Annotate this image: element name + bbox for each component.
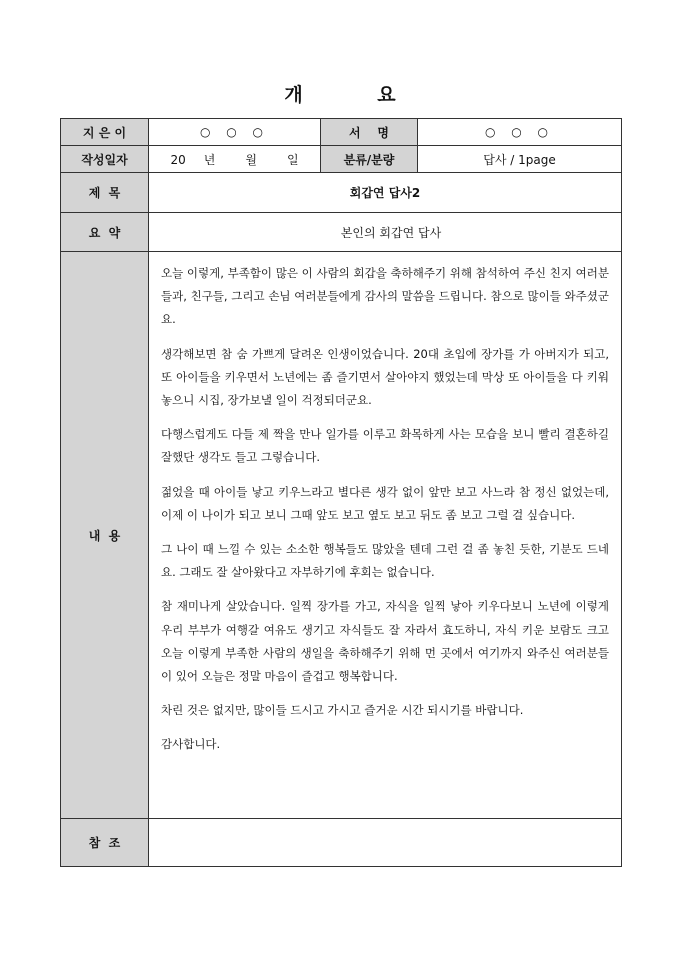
document-form — [60, 118, 622, 867]
content-paragraph: 오늘 이렇게, 부족함이 많은 이 사람의 회갑을 축하해주기 위해 참석하여 주신 친지 여러분들과, 친구들, 그리고 손님 여러분들에게 감사의 말씀을 드립니다. 참으로 많이들 와주셨군요. — [161, 266, 609, 327]
subject-row — [61, 173, 622, 213]
date-month-unit: 월 — [245, 152, 257, 167]
summary-label: 요 약 — [61, 213, 149, 252]
signature-label: 서 명 — [321, 119, 418, 146]
content-paragraph: 젊었을 때 아이들 낳고 키우느라고 별다른 생각 없이 앞만 보고 사느라 참 정신 없었는데, 이제 이 나이가 되고 보니 그때 앞도 보고 옆도 보고 뒤도 좀 보고 그럴 걸 싶습니다. — [161, 484, 609, 522]
date-row — [61, 146, 622, 173]
date-day-unit: 일 — [286, 152, 299, 167]
subject-label: 제 목 — [61, 173, 149, 213]
date-year: 20 — [170, 152, 186, 167]
signature-value: ○ ○ ○ — [418, 119, 622, 146]
content-paragraph: 참 재미나게 살았습니다. 일찍 장가를 가고, 자식을 일찍 낳아 키우다보니 노년에 이렇게 우리 부부가 여행갈 여유도 생기고 자식들도 잘 자라서 효도하니, 자식 키운 보람도 크고 오늘 이렇게 부족한 사람의 생일을 축하해주기 위해 먼 곳에서 여기까지 와주신 여러분들이 있어 오늘은 정말 마음이 즐겁고 행복합니다. — [161, 599, 609, 684]
content-paragraph: 그 나이 때 느낄 수 있는 소소한 행복들도 많았을 텐데 그런 걸 좀 놓친 듯한, 기분도 드네요. 그래도 잘 살아왔다고 자부하기에 후회는 없습니다. — [161, 542, 609, 580]
subject-value: 회갑연 답사2 — [149, 173, 622, 213]
summary-value: 본인의 회갑연 답사 — [149, 213, 622, 252]
author-row — [61, 119, 622, 146]
reference-row — [61, 819, 622, 867]
page-title: 개 요 — [284, 84, 430, 106]
author-label: 지 은 이 — [61, 119, 149, 146]
date-value — [149, 146, 321, 173]
content-paragraph: 생각해보면 참 숨 가쁘게 달려온 인생이었습니다. 20대 초입에 장가를 가 아버지가 되고, 또 아이들을 키우면서 노년에는 좀 즐기면서 살아야지 했었는데 막상 또 아이들을 다 키워 놓으니 시집, 장가보낼 일이 걱정되더군요. — [161, 346, 609, 408]
content-row — [61, 252, 622, 819]
reference-label: 참 조 — [61, 819, 149, 867]
author-value: ○ ○ ○ — [149, 119, 321, 146]
date-label: 작성일자 — [61, 146, 149, 173]
content-paragraph: 감사합니다. — [161, 737, 221, 752]
content-paragraph: 차린 것은 없지만, 많이들 드시고 가시고 즐거운 시간 되시기를 바랍니다. — [161, 703, 524, 718]
date-year-unit: 년 — [203, 152, 216, 167]
content-paragraph: 다행스럽게도 다들 제 짝을 만나 일가를 이루고 화목하게 사는 모습을 보니 빨리 결혼하길 잘했단 생각도 들고 그렇습니다. — [161, 427, 609, 465]
content-body — [149, 252, 622, 819]
category-label: 분류/분량 — [321, 146, 418, 173]
category-value: 답사 / 1page — [418, 146, 622, 173]
content-label: 내 용 — [61, 252, 149, 819]
reference-value — [149, 819, 622, 867]
summary-row — [61, 213, 622, 252]
